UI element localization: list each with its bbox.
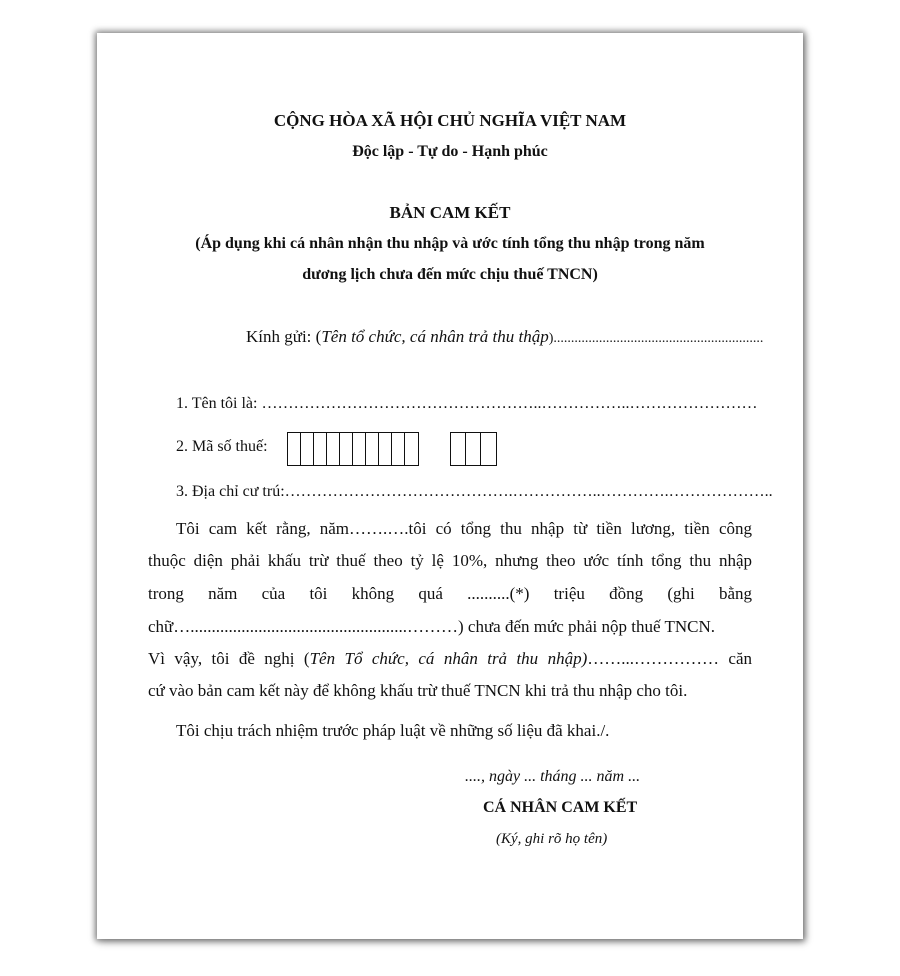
tax-code-cell [405,433,418,465]
addressee-dots: )............................................................ [548,331,764,346]
tax-code-main-boxes [287,432,419,466]
document-title: BẢN CAM KẾT [389,203,511,222]
body-line-2: thuộc diện phải khấu trừ thuế theo tỷ lệ 10%, nhưng theo ước tính tổng thu nhập [148,551,752,570]
tax-code-cell [353,433,366,465]
tax-code-label: 2. Mã số thuế: [176,438,268,455]
tax-code-cell [379,433,392,465]
body-line-4: chữ…...................................................………) chưa đến mức phải nộp thuế TNCN. [148,617,716,636]
signature-note: (Ký, ghi rõ họ tên) [496,831,608,847]
tax-code-cell [340,433,353,465]
tax-code-cell [392,433,405,465]
address-field: 3. Địa chỉ cư trú:…………………………………….……………..………….……………….. [176,483,773,500]
signature-title: CÁ NHÂN CAM KẾT [483,799,638,816]
body-line-5 [148,649,752,669]
responsibility-line: Tôi chịu trách nhiệm trước pháp luật về những số liệu đã khai./. [176,721,610,740]
tax-code-cell [288,433,301,465]
document-subtitle-line1: (Áp dụng khi cá nhân nhận thu nhập và ước tính tổng thu nhập trong năm [195,235,705,252]
country-heading: CỘNG HÒA XÃ HỘI CHỦ NGHĨA VIỆT NAM [273,111,627,130]
motto-heading: Độc lập - Tự do - Hạnh phúc [352,143,548,160]
body-line-3: trong năm của tôi không quá ..........(*) triệu đồng (ghi bằng [148,584,752,603]
body-line-5-end: ……...…………… căn [587,649,752,668]
body-line-5-italic: Tên Tổ chức, cá nhân trả thu nhập) [309,649,588,668]
tax-code-cell [301,433,314,465]
addressee-label: Kính gửi: ( [246,327,322,346]
body-line-5-start: Vì vậy, tôi đề nghị ( [148,649,310,668]
tax-code-branch-boxes [450,432,497,466]
addressee-placeholder: Tên tổ chức, cá nhân trả thu thập [321,327,549,346]
tax-code-branch-cell [466,433,481,465]
tax-code-branch-cell [451,433,466,465]
addressee-line [246,327,763,347]
name-field: 1. Tên tôi là: ……………………………………………..……………..…………………… [176,395,758,412]
signature-date-line: ...., ngày ... tháng ... năm ... [465,768,641,785]
body-line-6: cứ vào bản cam kết này để không khấu trừ thuế TNCN khi trả thu nhập cho tôi. [148,681,688,700]
document-subtitle-line2: dương lịch chưa đến mức chịu thuế TNCN) [302,266,598,283]
tax-code-cell [327,433,340,465]
tax-code-cell [366,433,379,465]
tax-code-branch-cell [481,433,496,465]
document-sheet [97,33,803,939]
body-line-1: Tôi cam kết rằng, năm…….….tôi có tổng thu nhập từ tiền lương, tiền công [176,519,752,538]
tax-code-cell [314,433,327,465]
